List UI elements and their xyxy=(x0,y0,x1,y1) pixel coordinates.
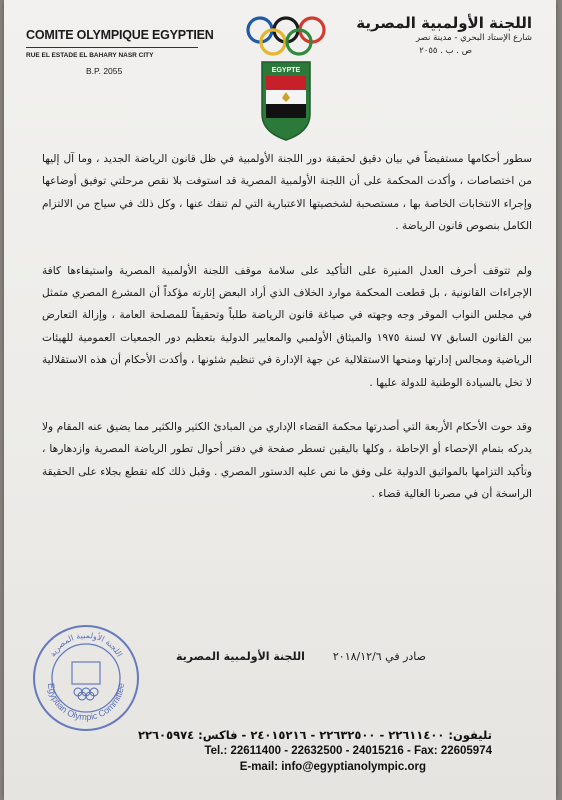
paragraph-1: سطور أحكامها مستفيضاً في بيان دقيق لحقيقة دور اللجنة الأولمبية في ظل قانون الرياضة الجديد ، وما آل إليها من اختصاصات ، وأكدت المحكمة على أن اللجنة الأولمبية المصرية قد استوفت بلا نقص مرحلتي توفيق أوضاعها وإجراء الانتخابات الخاصة بها ، مستصحبة لشخصيتها الاعتبارية التي لم تنفك عنها ، وكل ذلك في سياج من الالتزام الكامل بنصوص قانون الرياضة . xyxy=(42,153,532,233)
olympic-rings-shield-icon xyxy=(244,14,328,144)
french-address: RUE EL ESTADE EL BAHARY NASR CITY xyxy=(26,52,154,59)
arabic-contacts: تليفون: ٢٢٦١١٤٠٠ - ٢٢٦٣٢٥٠٠ - ٢٤٠١٥٢١٦ - فاكس: ٢٢٦٠٥٩٧٤ xyxy=(138,728,492,742)
flag-red-stripe xyxy=(266,76,306,90)
arabic-po-box: ص . ب . ٢٠٥٥ xyxy=(419,46,472,56)
paragraph-3: وقد حوت الأحكام الأربعة التي أصدرتها محكمة القضاء الإداري من المبادئ الكثير والكثير مما يضيق عنه المقام ولا يدركه بتمام الإحصاء أو الإحاطة ، وكلها باليقين تسطر صفحة في دفتر أحوال تطور الرياضة المصرية وازدهارها ، وتأكيد التزامها بالمواثيق الدولية على وفق ما نص عليه الدستور المصري . وقبل ذلك كله تقطع بجلاء على الحقيقة الراسخة أن في مصرنا الغالية قضاء . xyxy=(42,421,532,501)
letter-body xyxy=(42,148,532,528)
official-stamp xyxy=(30,622,142,734)
letter-footer xyxy=(122,728,492,773)
paragraph-2: ولم تتوقف أحرف العدل المنيرة على التأكيد على سلامة موقف اللجنة الأولمبية المصرية واستيفاءها كافة الإجراءات القانونية ، بل قطعت المحكمة موارد الخلاف الذي أراد البعض إثارته مؤكداً أن المشرع المصري متمثل في مجلس النواب الموقر وجه وجهته في صياغة قانون الرياضة طلباً وتحقيقاً للمصلحة العامة ، وإزالة التعارض بين القانون السابق ٧٧ لسنة ١٩٧٥ والميثاق الأولمبي والمعايير الدولية بتعظيم دور الجمعيات العمومية للهيئات الرياضية ومجالس إدارتها ومنحها الاستقلالية عن جهة الإدارة في تنظيم شئونها ، وأكدت الأحكام أن هذه الاستقلالية لا تخل بالسيادة الوطنية للدولة عليها . xyxy=(42,264,532,389)
french-organization-name: COMITE OLYMPIQUE EGYPTIEN xyxy=(26,28,214,42)
telephone-fax: Tel.: 22611400 - 22632500 - 24015216 - Fax: 22605974 xyxy=(204,745,492,757)
french-letterhead xyxy=(26,28,214,76)
arabic-organization-name: اللجنة الأولمبية المصرية xyxy=(356,14,532,32)
issued-date: صادر في ٢٠١٨/١٢/٦ xyxy=(332,650,426,663)
stamp-seal-icon xyxy=(30,622,142,734)
stamp-arabic-text: اللجنة الأولمبية المصرية xyxy=(48,630,125,659)
arabic-address: شارع الإستاد البحري - مدينة نصر xyxy=(415,33,532,43)
letterhead-rule xyxy=(26,47,198,48)
flag-black-stripe xyxy=(266,104,306,118)
po-box: B.P. 2055 xyxy=(86,66,123,76)
email-address: E-mail: info@egyptianolympic.org xyxy=(239,761,426,773)
signatory: اللجنة الأولمبية المصرية xyxy=(176,650,305,663)
olympic-logo xyxy=(244,14,328,144)
letter-page xyxy=(4,0,556,800)
logo-label: EGYPTE xyxy=(271,67,301,74)
stamp-outer-text: Egyptian Olympic Committee xyxy=(45,682,127,723)
arabic-letterhead xyxy=(332,14,532,56)
